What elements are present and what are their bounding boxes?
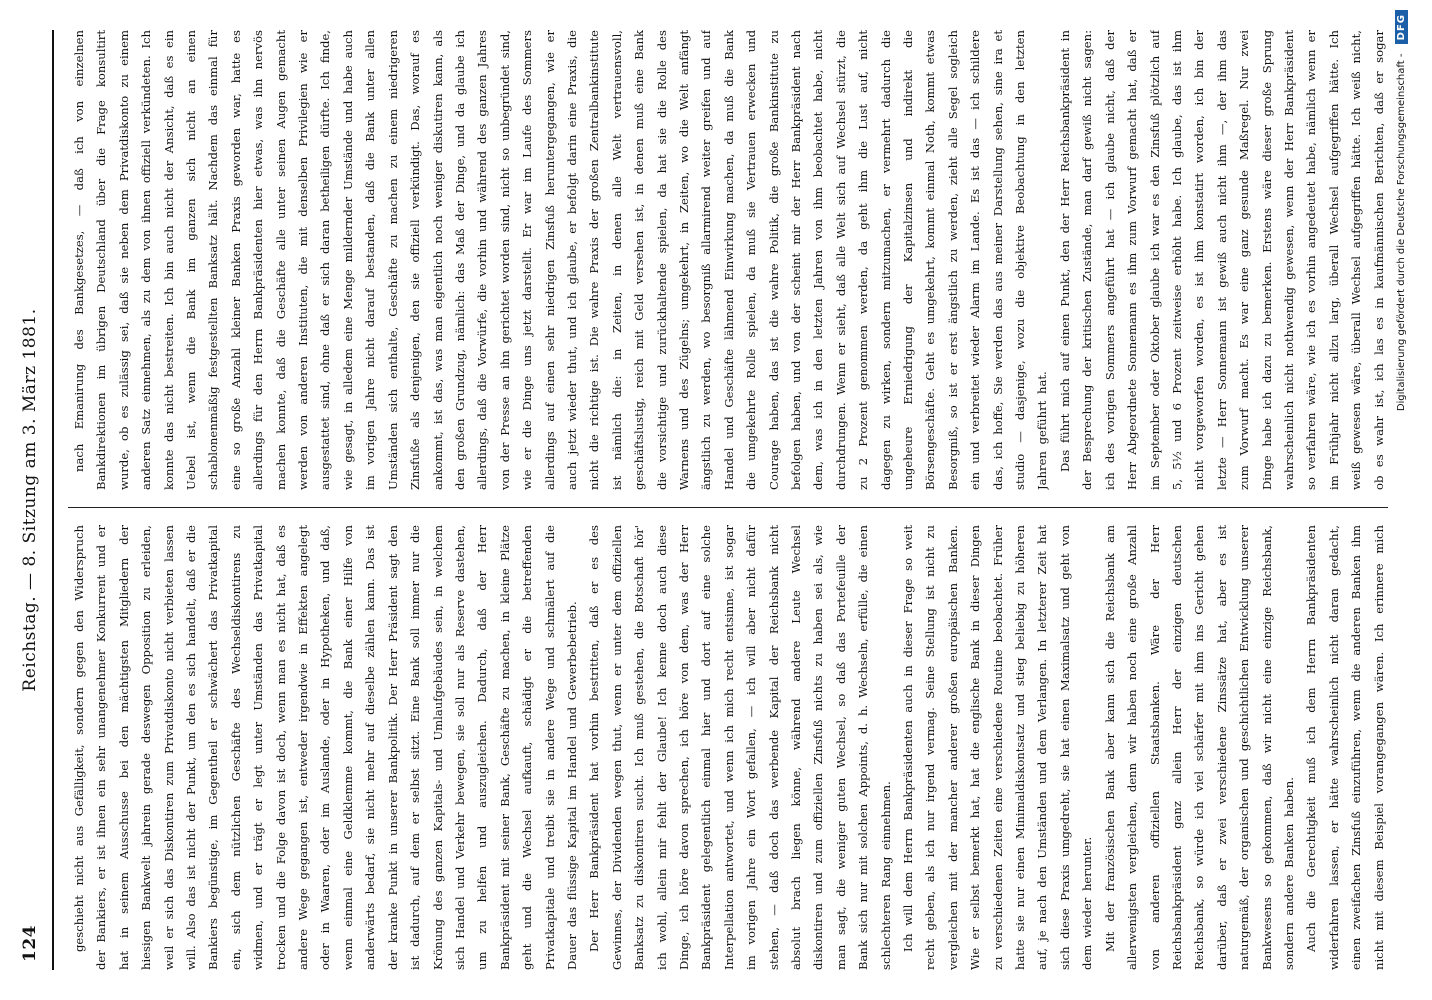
paragraph: Ich will dem Herrn Bankpräsidenten auch in dieser Frage so weit recht geben, als ich nur irgend vermag. Seine Stellung ist nicht zu vergleichen mit der mancher anderer großen europäischen Banken. Wie er selbst bemerkt hat, hat die englische Bank in dieser Dingen zu verschiedenen Zeiten eine verschiedene Routine beobachtet. Früher hatte sie nur einen Minimaldiskontsatz und stieg beliebig zu höheren auf, je nach den Umständen und dem Verlangen. In letzterer Zeit hat sich diese Praxis umgedreht, sie hat einen Maximalsatz und geht von dem wieder herunter. (901, 525, 1095, 970)
digitization-credit (1395, 10, 1417, 700)
paragraph: Auch die Gerechtigkeit muß ich dem Herrn Bankpräsidenten widerfahren lassen, er hätte wahrscheinlich nicht daran gedacht, einen zweifachen Zinsfuß einzuführen, wenn die anderen Banken ihm nicht mit diesem Beispiel vorangegangen wären. Ich erinnere mich (1304, 525, 1386, 970)
text-column-right (68, 30, 1388, 490)
paragraph: Das führt mich auf einen Punkt, den der Herr Reichsbankpräsident in der Besprechung der kritischen Zustände, man darf gewiß nicht sagen: ich des vorigen Sommers angeführt hat — ich glaube nicht, daß der Herr Abgeordnete Sonnemann es ihm zum Vorwurf gemacht hat, daß er im September oder Oktober glaube ich war es den Zinsfuß plötzlich auf 5, 5½ und 6 Prozent zeitweise erhöht habe. Ich glaube, das ist ihm nicht vorgeworfen worden, es ist ihm konstatirt worden, ich bin der letzte — Herr Sonnemann ist gewiß auch nicht ihm —, der ihm das zum Vorwurf macht. Es war eine ganz gesunde Maßregel. Nur zwei Dinge habe ich dazu zu bemerken. Erstens wäre dieser große Sprung wahrscheinlich nicht nothwendig gewesen, wenn der Herr Bankpräsident so verfahren wäre, wie ich es vorhin angedeutet habe, nämlich wenn er im Frühjahr nicht allzu larg, überall Wechsel aufgegriffen hätte. Ich weiß gewesen wäre, überall Wechsel aufgegriffen hätte. Ich weiß nicht, ob es wahr ist, ich las es in kaufmännischen Berichten, daß er sogar (1057, 30, 1386, 490)
page-number: 124 (20, 925, 40, 962)
column-divider (68, 507, 1388, 508)
paragraph: Mit der französischen Bank aber kann sich die Reichsbank am allerwenigsten vergleichen, denn wir haben noch eine große Anzahl von anderen offiziellen Staatsbanken. Wäre der Herr Reichsbankpräsident ganz allein Herr der einzigen deutschen Reichsbank, so würde ich viel schärfer mit ihm ins Gericht gehen darüber, daß er zwei verschiedene Zinssätze hat, aber es ist naturgemäß, der organischen und geschichtlichen Entwicklung unserer Bankwesens so gekommen, daß wir nicht eine einzige Reichsbank, sondern andere Banken haben. (1102, 525, 1296, 970)
header-rule (52, 30, 54, 970)
text-column-left (68, 525, 1388, 970)
paragraph: Der Herr Bankpräsident hat vorhin bestritten, daß er es des Gewinnes, der Dividenden wegen thut, wenn er unter dem offiziellen Banksatz zu diskontiren sucht. Ich muß gestehen, die Botschaft hör' ich wohl, allein mir fehlt der Glaube! Ich kenne doch auch diese Dinge, ich höre davon sprechen, ich höre von dem, was der Herr Bankpräsident gelegentlich einmal hier und dort auf eine solche Interpellation antwortet, und wenn ich mich recht entsinne, ist sogar im vorigen Jahre ein Wort gefallen, — ich will aber nicht dafür stehen, — daß doch das werbende Kapital der Reichsbank nicht absolut brach liegen könne, während andere Leute Wechsel diskontiren und zum offiziellen Zinsfuß nichts zu haben sei als, wie man sagt, die weniger guten Wechsel, so daß das Portefeuille der Bank sich nur mit solchen Appoints, d. h. Wechseln, erfülle, die einen schlechteren Rang einnehmen. (587, 525, 893, 970)
page-header (12, 30, 54, 970)
dfg-logo: DFG (1395, 10, 1408, 44)
running-title: Reichstag. — 8. Sitzung am 3. März 1881. (20, 308, 40, 692)
paragraph: nach Emanirung des Bankgesetzes, — daß ich von einzelnen Bankdirektionen im übrigen Deutschland über die Frage konsultirt wurde, ob es zulässig sei, daß sie neben dem Privatdiskonto zu einem anderen Satz einnehmen, als zu dem von ihnen offiziell verkündeten. Ich konnte das nicht bestreiten. Ich bin auch nicht der Ansicht, daß es ein Uebel ist, wenn die Bank im ganzen sich nicht an einen schablonenmäßig festgestellten Banksatz hält. Nachdem das einmal für eine so große Anzahl kleiner Banken Praxis geworden war, hatte es allerdings für den Herrn Bankpräsidenten hier etwas, was ihn nervös machen konnte, daß die Geschäfte alle unter seinen Augen gemacht werden von anderen Instituten, die mit denselben Privilegien wie er ausgestattet sind, ohne daß er sich daran betheiligen dürfte. Ich finde, wie gesagt, in alledem eine Menge mildernder Umstände und habe auch im vorigen Jahre nicht darauf bestanden, daß die Bank unter allen Umständen sich enthalte, Geschäfte zu machen zu einem niedrigeren Zinsfuße als denjenigen, den sie offiziell verkündigt. Das, worauf es ankommt, ist das, was man eigentlich noch weniger diskutiren kann, als den großen Grundzug, nämlich: das Maß der Dinge, und da glaube ich allerdings, daß die Vorwürfe, die vorhin und während des ganzen Jahres von der Presse an ihn gerichtet worden sind, nicht so unbegründet sind, wie er die Dinge uns jetzt darstellt. Er war im Laufe des Sommers allerdings auf einen sehr niedrigen Zinsfuß heruntergegangen, wie er auch jetzt wieder thut, und ich glaube, er befolgt darin eine Praxis, die nicht die richtige ist. Die wahre Praxis der großen Zentralbankinstitute ist nämlich die: in Zeiten, in denen alle Welt vertrauensvoll, geschäftslustig, reich mit Geld versehen ist, in denen muß eine Bank die vorsichtige und zurückhaltende spielen, da hat sie die Rolle des Warnens und des Zügelns; umgekehrt, in Zeiten, wo die Welt anfängt ängstlich zu werden, wo besorgniß allarmirend weiter greifen und auf Handel und Geschäfte lähmend Einwirkung machen, da muß die Bank die umgekehrte Rolle spielen, da muß sie Vertrauen erwecken und Courage haben, das ist die wahre Politik, die große Bankinstitute zu befolgen haben, und von der scheint mir der Herr Bankpräsident nach dem, was ich in den letzten Jahren von ihm beobachtet habe, nicht durchdrungen. Wenn er sieht, daß alle Welt sich auf Wechsel stürzt, die zu 2 Prozent genommen werden, da geht ihm die Lust auf, nicht dagegen zu wirken, sondern mitzumachen, er vermehrt dadurch die ungeheure Erniedrigung der Kapitalzinsen und indirekt die Börsengeschäfte. Geht es umgekehrt, kommt einmal Noth, kommt etwas Besorgniß, so ist er erst ängstlich zu werden, zieht alle Segel sogleich ein und verbreitet wieder Alarm im Lande. Es ist das — ich schildere das, ich hoffe, Sie werden das aus meiner Darstellung sehen, sine ira et studio — dasjenige, wozu die objektive Beobachtung in den letzten Jahren geführt hat. (72, 30, 1050, 490)
credit-text: Digitalisierung gefördert durch die Deutsche Forschungsgemeinschaft - (1396, 53, 1407, 412)
paragraph: geschieht nicht aus Gefälligkeit, sondern gegen den Widerspruch der Bankiers, er ist ihnen ein sehr unangenehmer Konkurrent und er hat in seinem Ausschusse bei den mächtigsten Mitgliedern der hiesigen Bankwelt jahrein gerade deswegen Opposition zu erleiden, weil er sich das Diskontiren zum Privatdiskonto nicht verbieten lassen will. Also das ist nicht der Punkt, um den es sich handelt, daß er die Bankiers begünstige, im Gegentheil er schwächert das Privatkapital ein, sich dem nützlichen Geschäfte des Wechseldiskontirens zu widmen, und er trägt er legt unter Umständen das Privatkapital trocken und die Folge davon ist doch, wenn man es nicht hat, daß es andere Wege gegangen ist, entweder irgendwie in Effekten angelegt oder in Waaren, oder im Auslande, oder in Hypotheken, und daß, wenn einmal eine Geldklemme kommt, die Bank einer Hilfe von anderwärts bedarf, sie nicht mehr auf dieselbe zählen kann. Das ist der kranke Punkt in unserer Bankpolitik. Der Herr Präsident sagt den ist dadurch, auf dem er selbst sitzt. Eine Bank soll immer nur die Krönung des ganzen Kapitals- und Umlaufgebäudes sein, in welchem sich Handel und Verkehr bewegen, sie soll nur als Reserve dastehen, um zu helfen und auszugleichen. Dadurch, daß der Herr Bankpräsident mit seiner Bank, Geschäfte zu machen, in kleine Plätze geht und die Wechsel aufkauft, schädigt er die betreffenden Privatkapitale und treibt sie in andere Wege und schmälert auf die Dauer das flüssige Kapital im Handel und Gewerbebetrieb. (72, 525, 579, 970)
